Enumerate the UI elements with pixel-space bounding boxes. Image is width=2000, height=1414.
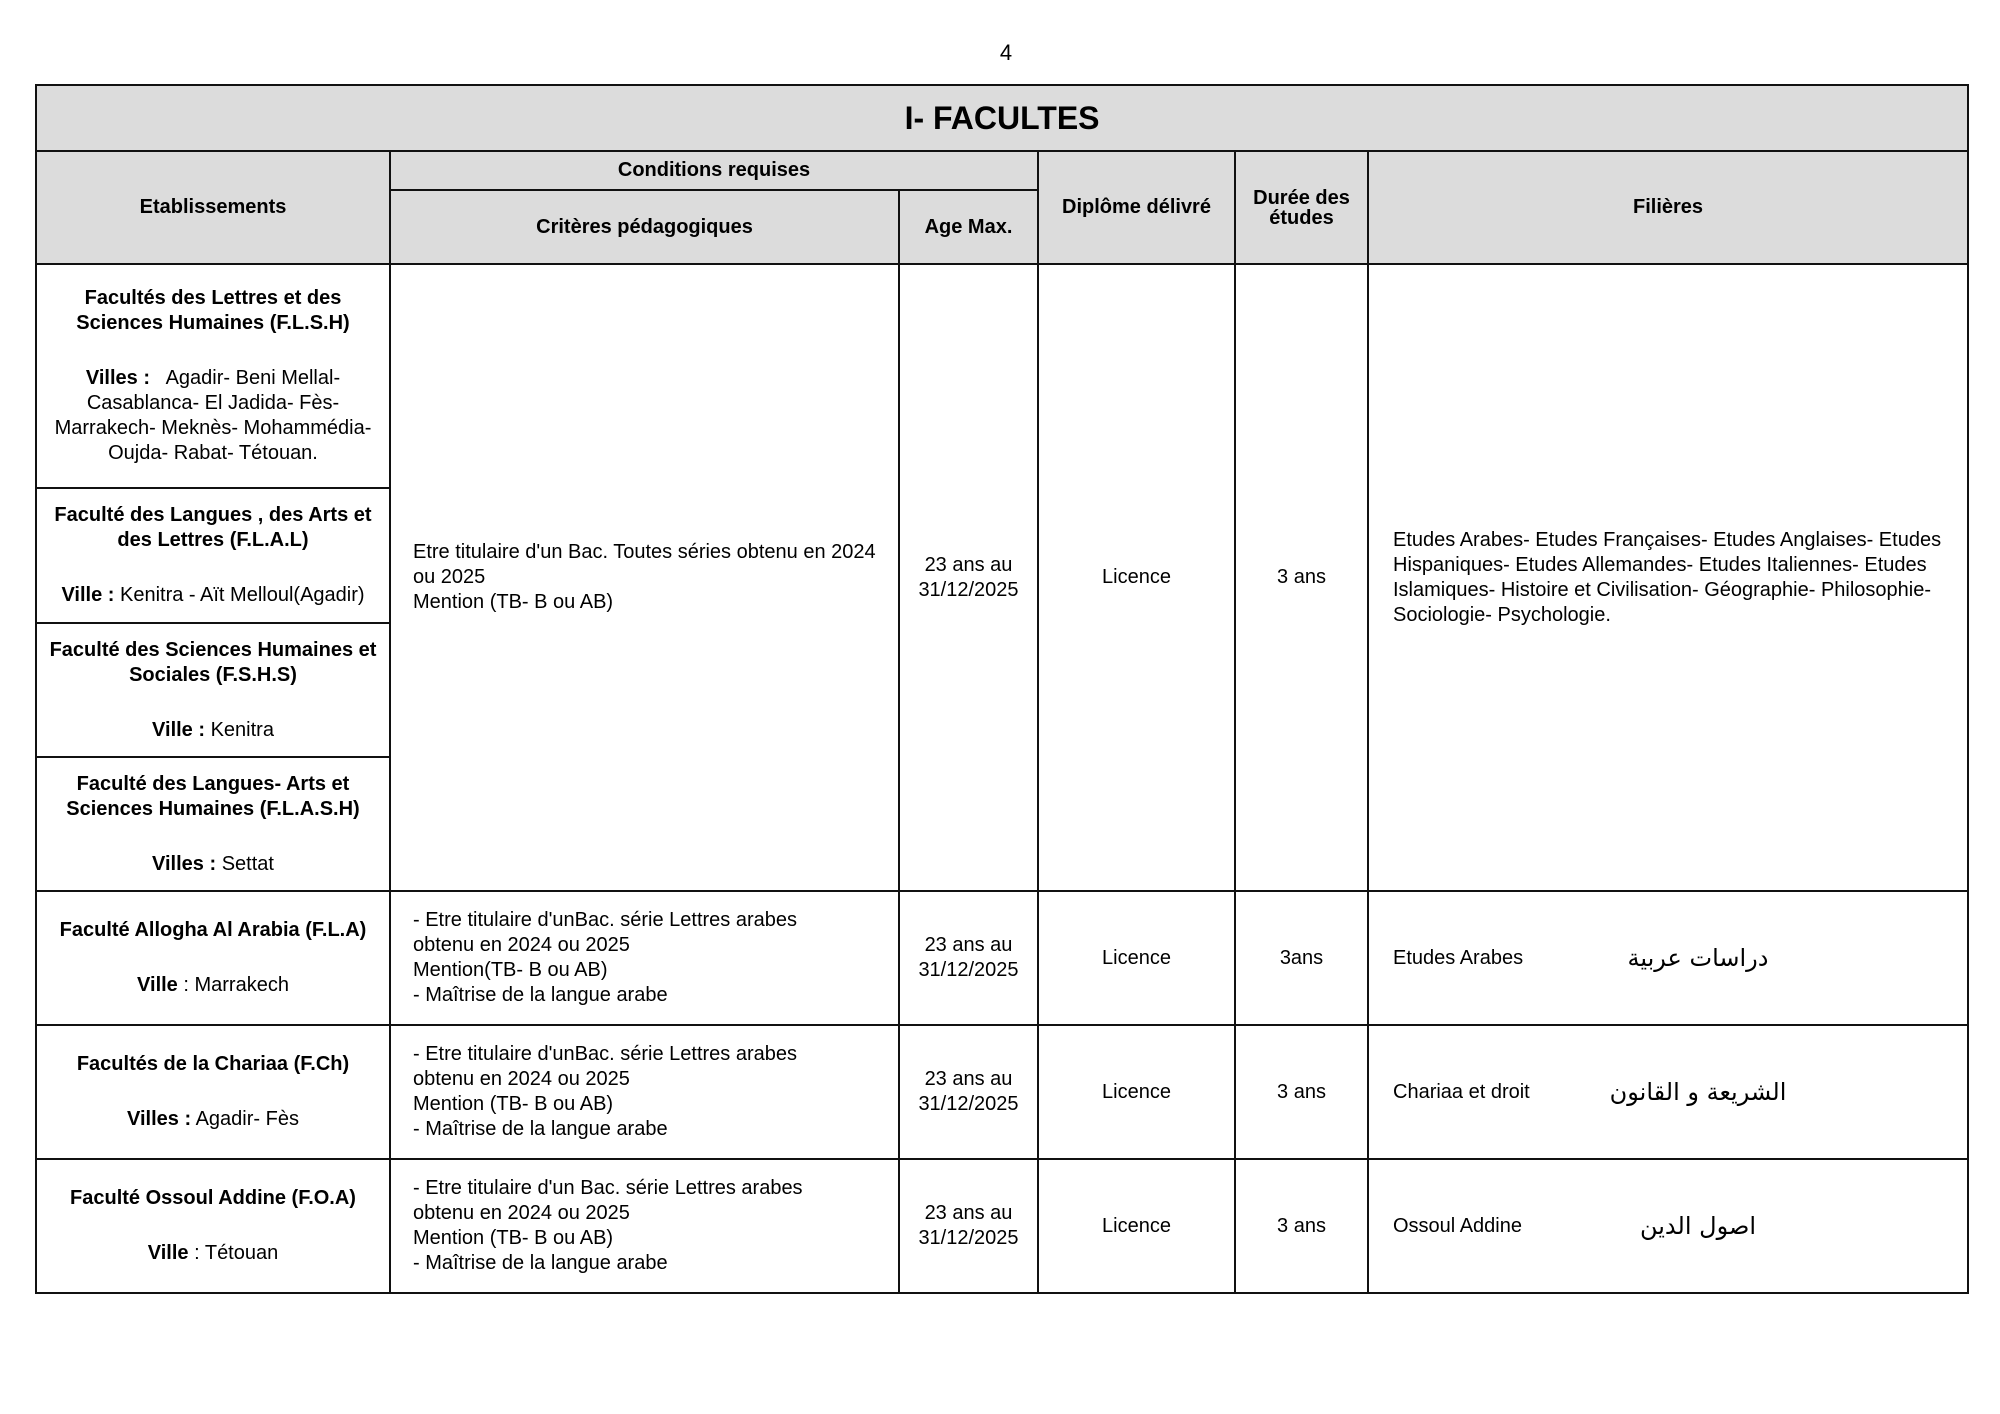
filieres-cell: Etudes Arabes- Etudes Françaises- Etudes Anglaises- Etudes Hispaniques- Etudes Allemandes- Etudes Italiennes- Etudes Islamiques- Histoire et Civilisation- Géographie- Philosophie- Sociologie- Psychologie. xyxy=(1368,264,1968,891)
age-line: 23 ans au xyxy=(924,553,1013,576)
diplome-cell: Licence xyxy=(1038,264,1235,891)
header-diplome: Diplôme délivré xyxy=(1038,151,1235,264)
criteres-cell xyxy=(390,891,899,1025)
duree-cell: 3ans xyxy=(1235,891,1368,1025)
table-row xyxy=(36,1025,1968,1159)
header-duree: Durée des études xyxy=(1235,151,1368,264)
ville-label: Ville : xyxy=(61,584,115,606)
etablissement-cell xyxy=(36,1159,390,1293)
filiere-ar: الشريعة و القانون xyxy=(1609,1077,1787,1106)
header-conditions: Conditions requises xyxy=(390,151,1038,190)
ville-label: Villes : xyxy=(127,1108,192,1130)
etablissement-name: Facultés de la Chariaa (F.Ch) xyxy=(76,1053,350,1075)
header-filieres: Filières xyxy=(1368,151,1968,264)
ville-label: Villes : xyxy=(85,367,151,389)
age-line: 23 ans au xyxy=(924,934,1013,956)
age-cell xyxy=(899,264,1038,891)
criteres-cell xyxy=(390,264,899,891)
table-row xyxy=(36,891,1968,1025)
etablissement-cell xyxy=(36,264,390,488)
age-cell xyxy=(899,1159,1038,1293)
age-line: 31/12/2025 xyxy=(918,578,1019,601)
villes: Agadir- Beni Mellal- Casablanca- El Jadida- Fès- Marrakech- Meknès- Mohammédia- Oujda- Rabat- Tétouan. xyxy=(54,367,372,464)
etablissement-cell xyxy=(36,488,390,623)
filieres-cell xyxy=(1368,891,1968,1025)
age-cell xyxy=(899,891,1038,1025)
filiere-ar: اصول الدين xyxy=(1639,1211,1757,1240)
ville-label: Ville : xyxy=(152,718,206,741)
filiere-fr: Etudes Arabes xyxy=(1393,946,1524,969)
header-etablissements: Etablissements xyxy=(36,151,390,264)
villes: Kenitra xyxy=(210,718,274,741)
villes: : Tétouan xyxy=(194,1242,279,1264)
critere-line: obtenu en 2024 ou 2025 xyxy=(413,934,630,956)
critere-line: - Maîtrise de la langue arabe xyxy=(413,1118,668,1140)
table-title: I- FACULTES xyxy=(36,85,1968,151)
etablissement-cell xyxy=(36,623,390,757)
etablissement-cell xyxy=(36,1025,390,1159)
etablissement-name: Faculté des Langues- Arts et Sciences Humaines (F.L.A.S.H) xyxy=(66,772,360,820)
critere-line: - Maîtrise de la langue arabe xyxy=(413,1252,668,1274)
filiere-fr: Chariaa et droit xyxy=(1393,1080,1530,1103)
header-age: Age Max. xyxy=(899,190,1038,264)
page-number: 4 xyxy=(999,40,1013,65)
diplome-cell: Licence xyxy=(1038,891,1235,1025)
etablissement-name: Faculté des Sciences Humaines et Sociales (F.S.H.S) xyxy=(49,638,377,686)
critere-line: Mention (TB- B ou AB) xyxy=(413,1227,614,1249)
age-cell xyxy=(899,1025,1038,1159)
header-criteres: Critères pédagogiques xyxy=(390,190,899,264)
age-line: 23 ans au xyxy=(924,1202,1013,1224)
age-line: 31/12/2025 xyxy=(918,1227,1019,1249)
filieres-cell xyxy=(1368,1025,1968,1159)
etablissement-cell xyxy=(36,757,390,891)
villes: Settat xyxy=(221,852,274,875)
critere-line: - Etre titulaire d'un Bac. série Lettres arabes xyxy=(413,1177,803,1199)
etablissement-name: Faculté Ossoul Addine (F.O.A) xyxy=(70,1187,356,1209)
critere-line: Etre titulaire d'un Bac. Toutes séries obtenu en 2024 ou 2025 xyxy=(413,541,876,588)
filieres-cell xyxy=(1368,1159,1968,1293)
criteres-cell xyxy=(390,1025,899,1159)
critere-line: obtenu en 2024 ou 2025 xyxy=(413,1202,630,1224)
diplome-cell: Licence xyxy=(1038,1159,1235,1293)
etablissement-name: Faculté Allogha Al Arabia (F.L.A) xyxy=(59,919,367,941)
critere-line: Mention (TB- B ou AB) xyxy=(413,591,614,613)
villes: : Marrakech xyxy=(183,974,289,996)
age-line: 31/12/2025 xyxy=(918,1093,1019,1115)
critere-line: - Etre titulaire d'unBac. série Lettres arabes xyxy=(413,1043,798,1065)
age-line: 31/12/2025 xyxy=(918,959,1019,981)
etablissement-name: Facultés des Lettres et des Sciences Humaines (F.L.S.H) xyxy=(76,287,350,334)
villes: Kenitra - Aït Melloul(Agadir) xyxy=(120,584,365,606)
ville-label: Ville xyxy=(147,1242,189,1264)
ville-label: Ville xyxy=(137,974,178,996)
filiere-fr: Ossoul Addine xyxy=(1393,1214,1522,1237)
etablissement-name: Faculté des Langues , des Arts et des Lettres (F.L.A.L) xyxy=(54,504,372,551)
critere-line: - Maîtrise de la langue arabe xyxy=(413,984,668,1006)
critere-line: - Etre titulaire d'unBac. série Lettres arabes xyxy=(413,909,798,931)
faculties-table xyxy=(35,84,1969,1294)
filiere-ar: دراسات عربية xyxy=(1627,943,1769,972)
table-row xyxy=(36,1159,1968,1293)
age-line: 23 ans au xyxy=(924,1068,1013,1090)
ville-label: Villes : xyxy=(152,852,217,875)
critere-line: Mention (TB- B ou AB) xyxy=(413,1093,614,1115)
duree-cell: 3 ans xyxy=(1235,264,1368,891)
diplome-cell: Licence xyxy=(1038,1025,1235,1159)
duree-cell: 3 ans xyxy=(1235,1025,1368,1159)
villes: Agadir- Fès xyxy=(195,1108,299,1130)
critere-line: obtenu en 2024 ou 2025 xyxy=(413,1068,630,1090)
criteres-cell xyxy=(390,1159,899,1293)
critere-line: Mention(TB- B ou AB) xyxy=(413,959,608,981)
duree-cell: 3 ans xyxy=(1235,1159,1368,1293)
etablissement-cell xyxy=(36,891,390,1025)
